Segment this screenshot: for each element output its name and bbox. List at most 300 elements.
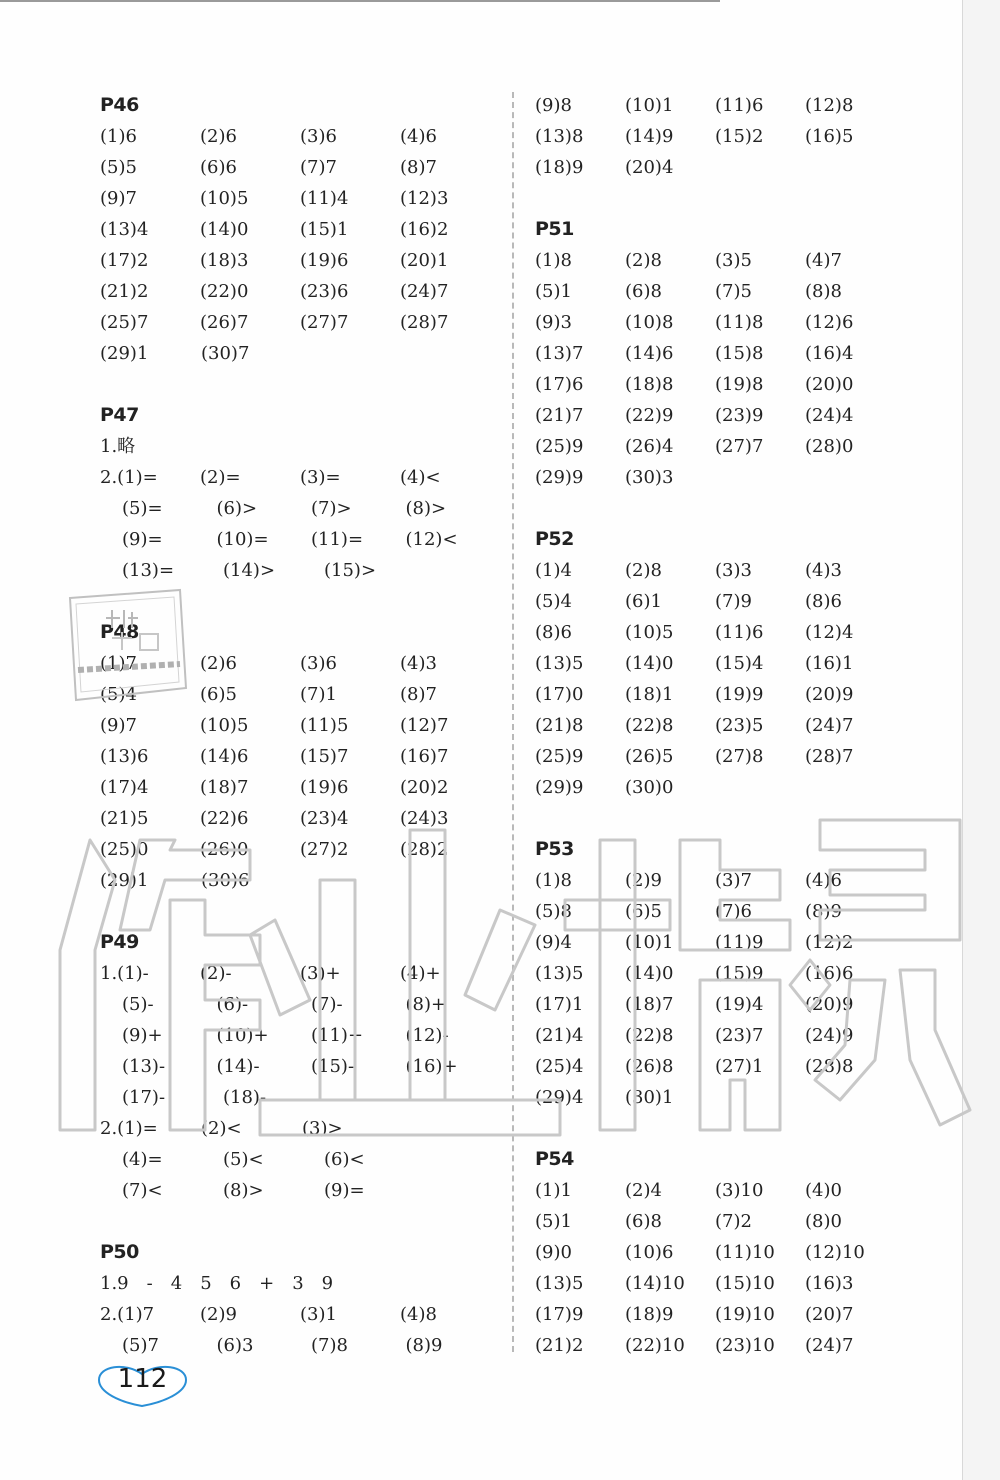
answer-item: (6)5 (625, 901, 662, 922)
answer-item: (25)4 (535, 1056, 584, 1077)
section-p50-continued (535, 90, 935, 183)
answer-item: (30)6 (201, 870, 250, 891)
answer-item: (24)7 (805, 1335, 854, 1356)
answer-item: (8)9 (405, 1335, 443, 1356)
sequence-item: 3 (292, 1273, 304, 1294)
answer-item: (7)9 (715, 591, 752, 612)
answer-item: (16)+ (405, 1056, 458, 1077)
answer-item: (5)7 (122, 1335, 159, 1356)
answer-item: (27)7 (300, 312, 349, 333)
answer-item: (3)10 (715, 1180, 764, 1201)
answer-item: (11)5 (300, 715, 349, 736)
answer-item: (7)> (311, 498, 352, 519)
answer-row (535, 958, 935, 989)
answer-item: (12)10 (805, 1242, 865, 1263)
answer-item: (15)- (311, 1056, 355, 1077)
answer-item: (25)9 (535, 436, 584, 457)
answer-row (535, 90, 935, 121)
answer-item: 2.(1)7 (100, 1304, 155, 1325)
answer-row (100, 803, 500, 834)
answer-item: (17)6 (535, 374, 584, 395)
section-title: P51 (535, 218, 574, 240)
answer-item: (4)= (122, 1149, 163, 1170)
answer-item: (1)7 (100, 653, 137, 674)
answer-row (100, 772, 500, 803)
answer-item: (4)8 (400, 1304, 437, 1325)
answer-item: (24)9 (805, 1025, 854, 1046)
answer-item: (29)9 (535, 777, 584, 798)
section-p52 (535, 524, 935, 803)
answer-row (535, 1237, 935, 1268)
answer-item: (12)< (405, 529, 458, 550)
answer-item: (6)1 (625, 591, 662, 612)
answer-item: (28)2 (400, 839, 449, 860)
answer-item: (12)7 (400, 715, 449, 736)
answer-item: (10)8 (625, 312, 674, 333)
answer-row (535, 555, 935, 586)
answer-row (535, 245, 935, 276)
right-column (535, 90, 935, 1392)
answer-item: (14)0 (625, 963, 674, 984)
answer-row (100, 524, 500, 555)
answer-item: (5)1 (535, 1211, 572, 1232)
column-divider (512, 92, 514, 1352)
answer-item: (30)0 (625, 777, 674, 798)
answer-item: (2)6 (200, 653, 237, 674)
answer-item: (29)4 (535, 1087, 584, 1108)
answer-item: (29)9 (535, 467, 584, 488)
page-number-badge (95, 1360, 190, 1408)
answer-row (535, 276, 935, 307)
answer-item: (18)7 (625, 994, 674, 1015)
answer-row (100, 679, 500, 710)
sequence-item: 9 (321, 1273, 334, 1294)
answer-item: (13)5 (535, 1273, 584, 1294)
answer-item: (30)3 (625, 467, 674, 488)
answer-item: (4)7 (805, 250, 842, 271)
answer-item: (11)10 (715, 1242, 775, 1263)
answer-row (100, 276, 500, 307)
answer-item: (5)5 (100, 157, 137, 178)
answer-item: (23)9 (715, 405, 764, 426)
answer-item: (12)2 (805, 932, 854, 953)
answer-item: (14)0 (625, 653, 674, 674)
answer-item: (6)6 (200, 157, 237, 178)
answer-item: (13)6 (100, 746, 149, 767)
answer-row (100, 648, 500, 679)
answer-item: (6)3 (216, 1335, 254, 1356)
answer-item: (11)+ (311, 1025, 364, 1046)
answer-item: (12)- (405, 1025, 449, 1046)
answer-row (100, 1113, 500, 1144)
answer-row (535, 896, 935, 927)
answer-item: (8)7 (400, 157, 437, 178)
answer-item: (16)4 (805, 343, 854, 364)
answer-row (535, 462, 935, 493)
answer-item: (3)7 (715, 870, 752, 891)
answer-item: (7)6 (715, 901, 752, 922)
section-title: P49 (100, 931, 139, 953)
answer-item: (8)> (223, 1180, 264, 1201)
answer-item: (23)10 (715, 1335, 775, 1356)
answer-row (535, 1082, 935, 1113)
answer-item: (20)1 (400, 250, 449, 271)
answer-item: (23)4 (300, 808, 349, 829)
answer-item: (19)6 (300, 250, 349, 271)
answer-row (535, 710, 935, 741)
answer-item: 1.(1)- (100, 963, 149, 984)
answer-row (100, 989, 500, 1020)
answer-item: (10)= (216, 529, 269, 550)
answer-item: (15)9 (715, 963, 764, 984)
answer-item: (21)5 (100, 808, 149, 829)
sequence-item: + (259, 1273, 275, 1294)
answer-item: (23)5 (715, 715, 764, 736)
answer-item: (7)1 (300, 684, 337, 705)
answer-row (535, 1206, 935, 1237)
answer-item: (21)8 (535, 715, 584, 736)
answer-item: (8)0 (805, 1211, 842, 1232)
answer-item: (24)3 (400, 808, 449, 829)
answer-item: (13)5 (535, 963, 584, 984)
section-p47 (100, 400, 500, 586)
answer-item: 2.(1)= (100, 1118, 158, 1139)
answer-item: (1)8 (535, 250, 572, 271)
answer-item: (8)7 (400, 684, 437, 705)
answer-row (100, 307, 500, 338)
sequence-item: 4 (170, 1273, 183, 1294)
answer-item: (27)2 (300, 839, 349, 860)
left-column (100, 90, 500, 1392)
answer-row (535, 431, 935, 462)
answer-row (535, 617, 935, 648)
answer-row (100, 958, 500, 989)
page-number: 112 (117, 1364, 168, 1394)
section-p53 (535, 834, 935, 1113)
answer-row (100, 865, 500, 896)
answer-row (100, 152, 500, 183)
answer-item: (5)4 (535, 591, 572, 612)
answer-item: (17)1 (535, 994, 584, 1015)
answer-item: (3)6 (300, 126, 337, 147)
answer-item: (4)< (400, 467, 441, 488)
answer-item: (9)3 (535, 312, 572, 333)
answer-row (535, 1268, 935, 1299)
answer-item: (8)+ (405, 994, 447, 1015)
section-title: P47 (100, 404, 139, 426)
answer-item: (19)6 (300, 777, 349, 798)
answer-item: (16)3 (805, 1273, 854, 1294)
answer-item: (11)8 (715, 312, 764, 333)
answer-item: (6)5 (200, 684, 237, 705)
answer-item: (22)6 (200, 808, 249, 829)
answer-item: (9)0 (535, 1242, 572, 1263)
answer-item: (11)4 (300, 188, 349, 209)
answer-row (535, 586, 935, 617)
answer-item: (23)6 (300, 281, 349, 302)
answer-row (100, 245, 500, 276)
answer-item: (19)4 (715, 994, 764, 1015)
answer-item: (16)5 (805, 126, 854, 147)
answer-item: (17)2 (100, 250, 149, 271)
answer-row (535, 307, 935, 338)
answer-item: (21)7 (535, 405, 584, 426)
answer-item: (25)9 (535, 746, 584, 767)
answer-item: (10)5 (200, 188, 249, 209)
answer-item: (18)3 (200, 250, 249, 271)
section-title: P53 (535, 838, 574, 860)
answer-item: (1)6 (100, 126, 137, 147)
answer-item: (2)- (200, 963, 232, 984)
answer-item: (4)6 (400, 126, 437, 147)
answer-row (535, 369, 935, 400)
answer-row (100, 1330, 500, 1361)
answer-item: (21)2 (535, 1335, 584, 1356)
answer-row (100, 834, 500, 865)
answer-item: (25)0 (100, 839, 149, 860)
answer-item: (20)0 (805, 374, 854, 395)
answer-item: (1)4 (535, 560, 572, 581)
answer-row (100, 741, 500, 772)
answer-item: (13)7 (535, 343, 584, 364)
answer-item: (14)6 (625, 343, 674, 364)
answer-item: (14)9 (625, 126, 674, 147)
answer-item: (17)4 (100, 777, 149, 798)
answer-item: (13)4 (100, 219, 149, 240)
answer-row (100, 1082, 500, 1113)
section-p46 (100, 90, 500, 369)
answer-item: (17)9 (535, 1304, 584, 1325)
answer-item: (12)8 (805, 95, 854, 116)
answer-row (535, 400, 935, 431)
answer-row (100, 1175, 500, 1206)
answer-item: (14)10 (625, 1273, 685, 1294)
answer-line: 1.略 (100, 436, 136, 457)
answer-item: (19)9 (715, 684, 764, 705)
answer-item: (3)5 (715, 250, 752, 271)
answer-item: (5)= (122, 498, 163, 519)
answer-item: (27)7 (715, 436, 764, 457)
answer-item: (18)8 (625, 374, 674, 395)
answer-item: (26)0 (200, 839, 249, 860)
answer-item: (27)1 (715, 1056, 764, 1077)
answer-row (100, 183, 500, 214)
answer-item: (19)8 (715, 374, 764, 395)
answer-item: (2)= (200, 467, 241, 488)
answer-item: (29)1 (100, 870, 149, 891)
answer-item: (2)< (201, 1118, 242, 1139)
answer-item: (4)3 (805, 560, 842, 581)
answer-item: (5)- (122, 994, 154, 1015)
answer-item: (26)4 (625, 436, 674, 457)
answer-item: (11)9 (715, 932, 764, 953)
answer-row (100, 462, 500, 493)
answer-item: (7)5 (715, 281, 752, 302)
answer-item: (15)2 (715, 126, 764, 147)
answer-item: (16)6 (805, 963, 854, 984)
answer-item: (22)10 (625, 1335, 685, 1356)
answer-row (535, 1299, 935, 1330)
answer-row (535, 338, 935, 369)
answer-item: (28)7 (805, 746, 854, 767)
answer-item: (4)0 (805, 1180, 842, 1201)
answer-item: (9)7 (100, 715, 137, 736)
answer-item: (2)8 (625, 560, 662, 581)
answer-item: (9)7 (100, 188, 137, 209)
answer-row (100, 1144, 500, 1175)
answer-item: (15)10 (715, 1273, 775, 1294)
answer-row (100, 1299, 500, 1330)
answer-item: (2)4 (625, 1180, 662, 1201)
answer-item: (13)5 (535, 653, 584, 674)
page-right-margin (962, 0, 1000, 1480)
answer-row (100, 121, 500, 152)
answer-item: (7)- (311, 994, 343, 1015)
answer-item: (2)9 (625, 870, 662, 891)
answer-item: (8)6 (805, 591, 842, 612)
answer-item: (22)9 (625, 405, 674, 426)
answer-item: (28)0 (805, 436, 854, 457)
answer-item: (17)0 (535, 684, 584, 705)
answer-item: (9)= (324, 1180, 365, 1201)
answer-item: (10)1 (625, 932, 674, 953)
sequence-item: 1.9 (100, 1273, 129, 1294)
answer-item: (22)8 (625, 715, 674, 736)
answer-item: (20)9 (805, 994, 854, 1015)
answer-row (535, 741, 935, 772)
answer-item: (2)8 (625, 250, 662, 271)
answer-item: (9)= (122, 529, 163, 550)
answer-item: (3)1 (300, 1304, 337, 1325)
answer-item: (12)6 (805, 312, 854, 333)
answer-item: (6)8 (625, 281, 662, 302)
answer-row (100, 214, 500, 245)
section-p51 (535, 214, 935, 493)
answer-item: (7)2 (715, 1211, 752, 1232)
answer-item: (18)1 (625, 684, 674, 705)
answer-sequence (100, 1268, 500, 1299)
answer-item: (8)9 (805, 901, 842, 922)
answer-item: (16)2 (400, 219, 449, 240)
answer-item: (20)4 (625, 157, 674, 178)
section-title: P52 (535, 528, 574, 550)
section-title: P46 (100, 94, 139, 116)
answer-item: (1)8 (535, 870, 572, 891)
answer-item: (16)1 (805, 653, 854, 674)
answer-item: (8)8 (805, 281, 842, 302)
answer-item: (18)- (223, 1087, 267, 1108)
answer-item: (26)5 (625, 746, 674, 767)
answer-row (535, 927, 935, 958)
answer-item: (27)8 (715, 746, 764, 767)
answer-item: (22)0 (200, 281, 249, 302)
answer-item: (11)= (311, 529, 364, 550)
answer-item: (15)8 (715, 343, 764, 364)
answer-row (100, 493, 500, 524)
answer-item: (5)1 (535, 281, 572, 302)
answer-item: (18)9 (625, 1304, 674, 1325)
answer-item: (24)4 (805, 405, 854, 426)
section-p54 (535, 1144, 935, 1361)
answer-item: (8)> (405, 498, 447, 519)
answer-row (535, 121, 935, 152)
answer-item: (14)> (223, 560, 276, 581)
answer-item: (5)< (223, 1149, 264, 1170)
answer-item: (13)8 (535, 126, 584, 147)
answer-item: (21)4 (535, 1025, 584, 1046)
answer-item: (15)4 (715, 653, 764, 674)
answer-item: (21)2 (100, 281, 149, 302)
section-p48 (100, 617, 500, 896)
answer-item: (2)9 (200, 1304, 237, 1325)
answer-row (100, 1051, 500, 1082)
answer-item: (25)7 (100, 312, 149, 333)
answer-item: (9)4 (535, 932, 572, 953)
section-p50 (100, 1237, 500, 1361)
answer-row (535, 1020, 935, 1051)
answer-row (535, 1175, 935, 1206)
section-title: P54 (535, 1148, 574, 1170)
sequence-item: - (146, 1273, 153, 1294)
answer-row (535, 648, 935, 679)
answer-item: (20)7 (805, 1304, 854, 1325)
answer-item: (5)8 (535, 901, 572, 922)
answer-item: (15)1 (300, 219, 349, 240)
answer-item: (12)4 (805, 622, 854, 643)
answer-item: (7)7 (300, 157, 337, 178)
answer-row (535, 679, 935, 710)
answer-item: (16)7 (400, 746, 449, 767)
answer-row (100, 555, 500, 586)
answer-item: (10)5 (625, 622, 674, 643)
answer-item: (13)- (122, 1056, 166, 1077)
answer-item: (13)= (122, 560, 175, 581)
answer-item: (11)6 (715, 95, 764, 116)
answer-item: (6)8 (625, 1211, 662, 1232)
section-title: P50 (100, 1241, 139, 1263)
answer-item: (4)3 (400, 653, 437, 674)
answer-item: (29)1 (100, 343, 149, 364)
answer-item: (9)8 (535, 95, 572, 116)
answer-item: (20)9 (805, 684, 854, 705)
answer-item: (15)> (324, 560, 377, 581)
answer-item: (4)+ (400, 963, 441, 984)
answer-row (535, 1330, 935, 1361)
answer-item: 2.(1)= (100, 467, 158, 488)
answer-item: (30)7 (201, 343, 250, 364)
answer-row (535, 989, 935, 1020)
answer-row (100, 1020, 500, 1051)
answer-item: (30)1 (625, 1087, 674, 1108)
answer-item: (12)3 (400, 188, 449, 209)
answer-item: (10)+ (216, 1025, 269, 1046)
answer-item: (26)7 (200, 312, 249, 333)
answer-item: (18)9 (535, 157, 584, 178)
page-top-edge (0, 0, 720, 2)
answer-row (535, 772, 935, 803)
answer-item: (8)6 (535, 622, 572, 643)
answer-item: (26)8 (625, 1056, 674, 1077)
answer-item: (5)4 (100, 684, 137, 705)
answer-item: (3)> (302, 1118, 343, 1139)
answer-item: (17)- (122, 1087, 166, 1108)
answer-row (100, 710, 500, 741)
answer-item: (7)< (122, 1180, 163, 1201)
answer-row (535, 865, 935, 896)
answer-item: (23)7 (715, 1025, 764, 1046)
answer-item: (14)6 (200, 746, 249, 767)
answer-item: (7)8 (311, 1335, 348, 1356)
